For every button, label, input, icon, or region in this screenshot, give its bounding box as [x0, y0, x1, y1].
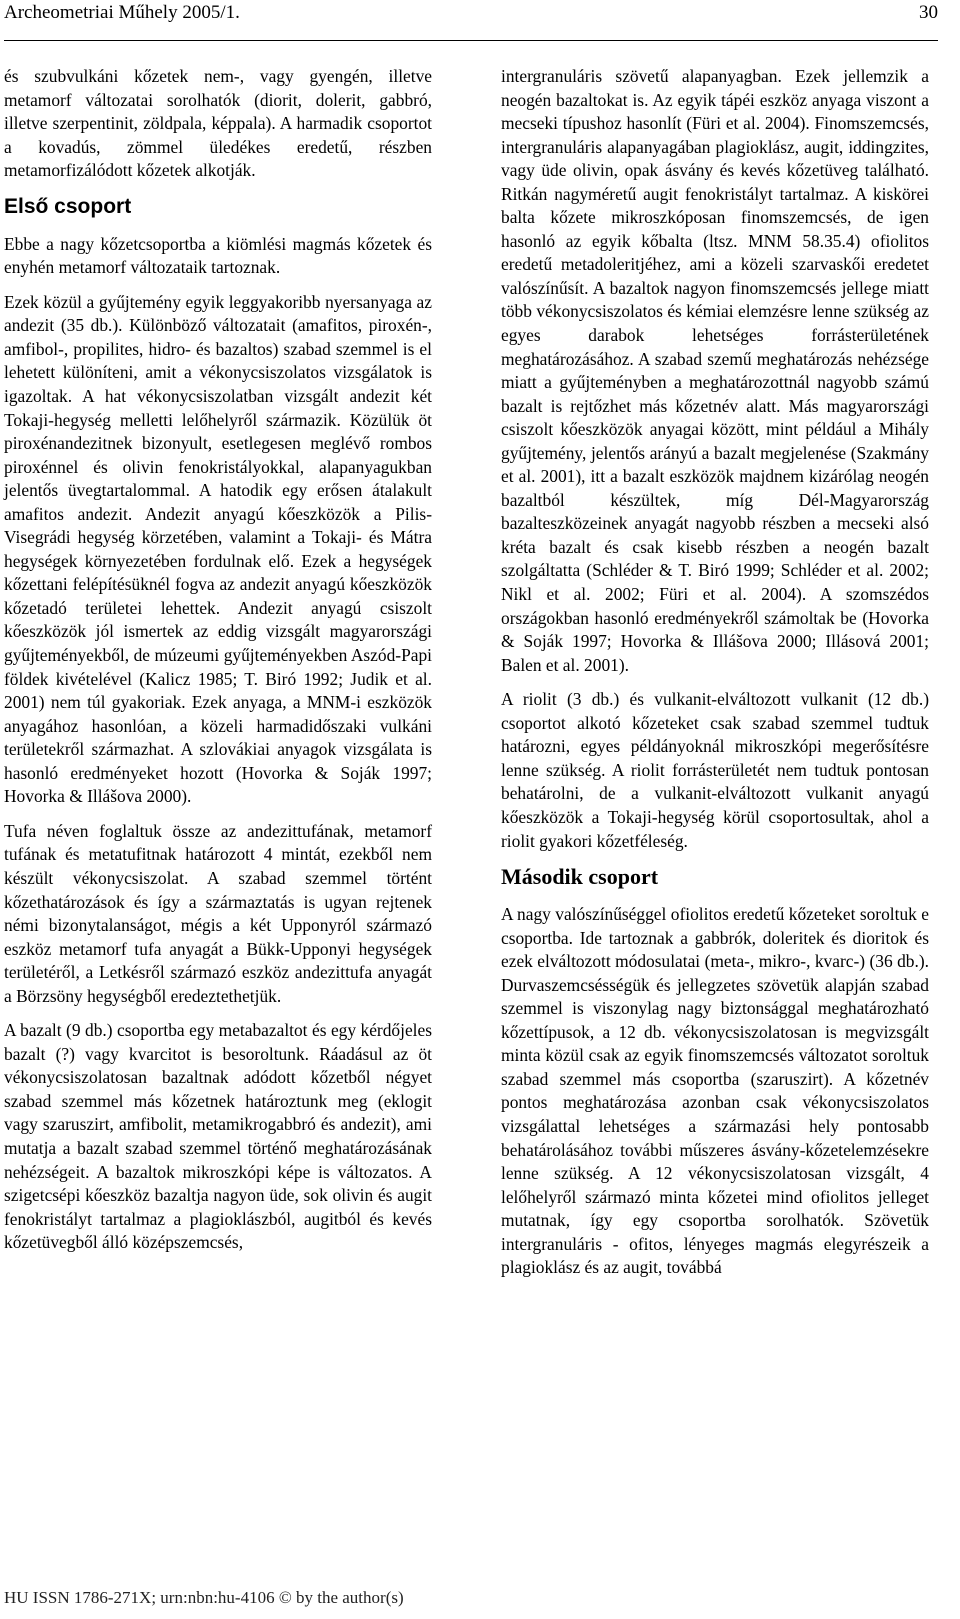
paragraph: Ezek közül a gyűjtemény egyik leggyakoribb nyersanyaga az andezit (35 db.). Különböző változatait (amafitos, piroxén-, amfibol-, propilites, hidro- és bazaltos) szabad szemmel is el lehetett különíteni, amit a vékonycsiszolatos vizsgálatok is igazoltak. A hat vékonycsiszolatban vizsgált andezit két Tokaji-hegység melletti lelőhelyről származik. Közülük öt piroxénandezitnek bizonyult, esetlegesen meglévő rombos piroxénnel és olivin fenokristályokkal, alapanyagukban jelentős üvegtartalommal. A hatodik egy erősen átalakult amafitos andezit. Andezit anyagú kőeszközök a Pilis-Visegrádi hegység körzetében, valamint a Tokaji- és Mátra hegységek környezetében fordulnak elő. Ezek a hegységek kőzettani felépítésüknél fogva az andezit anyagú kőeszközök kőzetadó területei lehettek. Andezit anyagú csiszolt kőeszközök jól ismertek az eddig vizsgált magyarországi gyűjteményekből, de múzeumi gyűjteményekben Aszód-Papi földek kivételével (Kalicz 1985; T. Biró 1992; Judik et al. 2001) nem túl gyakoriak. Ezek anyaga, a MNM-i eszközök anyagához hasonlóan, a közeli harmadidőszaki vulkáni területekről származhat. A szlovákiai anyagok vizsgálata is hasonló eredményeket hozott (Hovorka & Soják 1997; Hovorka & Illášova 2000).: [4, 291, 432, 807]
paragraph: és szubvulkáni kőzetek nem-, vagy gyengén, illetve metamorf változatai sorolhatók (diorit, dolerit, gabbró, illetve szerpentinit, zöldpala, képpala). A harmadik csoportot a kovadús, zömmel üledékes eredetű, részben metamorfizálódott kőzetek alkotják.: [4, 66, 432, 181]
left-column: [4, 65, 432, 1255]
paragraph: intergranuláris szövetű alapanyagban. Ezek jellemzik a neogén bazaltokat is. Az egyik tápéi eszköz anyaga viszont a mecseki típushoz hasonlít (Füri et al. 2004). Finomszemcsés, intergranuláris alapanyagában plagioklász, augit, iddingzites, vagy üde olivin, opak ásvány és kevés kőzetüveg található. Ritkán nagyméretű augit fenokristályt tartalmaz. A kiskörei balta kőzete mikroszkóposan finomszemcsés, de igen hasonló az egyik kőbalta (ltsz. MNM 58.35.4) ofiolitos eredetű metadoleritjéhez, ami a közeli szarvaskői eredetet valószínűsít. A bazaltok nagyon finomszemcsés jellege miatt több vékonycsiszolatos és kémiai elemzésre lenne szükség az egyes darabok lehetséges forrásterületének meghatározásához. A szabad szemű meghatározás nehézsége miatt a gyűjteményben a meghatározottnál nagyobb számú bazalt is rejtőzhet más kőzetnév alatt. Más magyarországi csiszolt kőeszközök anyagai között, mint például a Mihály gyűjtemény, jelentős arányú a bazalt megjelenése (Szakmány et al. 2001), itt a bazalt eszközök majdnem kizárólag neogén bazaltból készültek, míg Dél-Magyarország bazalteszközeinek anyagát nagyobb részben a mecseki alsó kréta bazalt és csak kisebb részben a neogén bazalt szolgáltatta (Schléder & T. Biró 1999; Schléder et al. 2002; Nikl et al. 2002; Füri et al. 2004). A szomszédos országokban hasonló eredményekről számoltak be (Hovorka & Soják 1997; Hovorka & Illášova 2000; Illásová 2001; Balen et al. 2001).: [501, 66, 929, 675]
paragraph: A nagy valószínűséggel ofiolitos eredetű kőzeteket soroltuk e csoportba. Ide tartoznak a gabbrók, doleritek és dioritok és ezek elváltozott módosulatai (meta-, mikro-, kvarc-) (36 db.). Durvaszemcsésségük és jellegzetes szövetük alapján szabad szemmel is viszonylag nagy biztonsággal meghatározható kőzettípusok, a 12 db. vékonycsiszolatosan is megvizsgált minta közül csak az egyik finomszemcsés változatot soroltuk szabad szemmel más csoportba (szaruszirt). A kőzetnév pontos meghatározása azonban csak vékonycsiszolatos vizsgálattal lehetséges a származási hely pontosabb behatárolásához további műszeres ásvány-kőzetelemzésekre lenne szükség. A 12 vékonycsiszolatosan vizsgált, 4 lelőhelyről származó minta kőzetei mind ofiolitos jelleget mutatnak, így egy csoportba sorolhatók. Szövetük intergranuláris - ofitos, lényeges magmás elegyrészeik a plagioklász és az augit, továbbá: [501, 904, 929, 1278]
paragraph: A bazalt (9 db.) csoportba egy metabazaltot és egy kérdőjeles bazalt (?) vagy kvarcitot is besoroltunk. Ráadásul az öt vékonycsiszolatosan bazaltnak adódott kőzetből négyet szabad szemmel más kőzetnek határoztunk meg (eklogit vagy szaruszirt, amfibolit, metamikrogabbró és andezit), ami mutatja a bazalt szabad szemmel történő meghatározásának nehézségeit. A bazaltok mikroszkópi képe is változatos. A szigetcsépi kőeszköz bazaltja nagyon üde, sok olivin és augit fenokristályt tartalmaz a plagioklászból, augitból és kevés kőzetüvegből álló középszemcsés,: [4, 1020, 432, 1253]
paragraph: Tufa néven foglaltuk össze az andezittufának, metamorf tufának és metatufitnak határozott 4 mintát, ezekből nem készült vékonycsiszolat. A szabad szemmel történt kőzethatározások és így a származtatás is ugyan rejtenek némi bizonytalanságot, mégis a két Upponyról származó eszköz metamorf tufa anyagát a Bükk-Upponyi hegységek területéről, a Letkésről származó eszköz andezittufa anyagát a Börzsöny hegységből eredeztethetjük.: [4, 820, 432, 1006]
page-number: 30: [919, 2, 938, 23]
journal-title: Archeometriai Műhely 2005/1.: [4, 2, 240, 23]
paragraph: A riolit (3 db.) és vulkanit-elváltozott vulkanit (12 db.) csoportot alkotó kőzeteket csak szabad szemmel tudtuk határozni, egyes példányoknál mikroszkópi megerősítésre lenne szükség. A riolit forrásterületét nem tudtuk pontosan behatárolni, de a vulkanit-elváltozott vulkanit anyagú kőeszközök a Tokaji-hegység körül csoportosultak, ahol a riolit gyakori kőzetféleség.: [501, 689, 929, 851]
footer-issn: HU ISSN 1786-271X; urn:nbn:hu-4106 © by the author(s): [4, 1588, 404, 1607]
section-heading-second-group: Második csoport: [501, 864, 659, 890]
right-column: [501, 65, 929, 1280]
section-heading-first-group: Első csoport: [4, 194, 132, 218]
paragraph: Ebbe a nagy kőzetcsoportba a kiömlési magmás kőzetek és enyhén metamorf változataik tartoznak.: [4, 233, 432, 278]
running-header: [4, 0, 938, 41]
